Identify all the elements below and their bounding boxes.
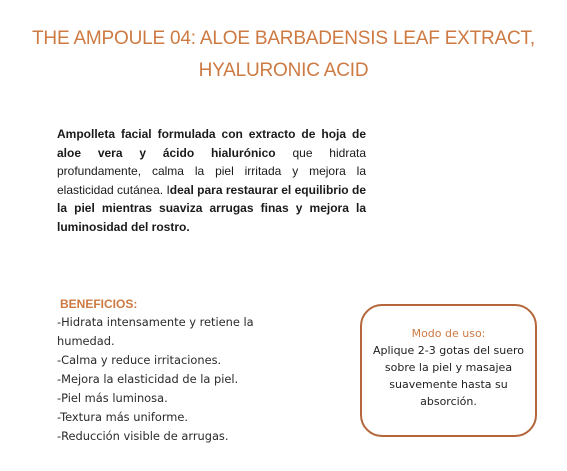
benefit-item: -Textura más uniforme.: [57, 410, 189, 424]
product-title-line-2: HYALURONIC ACID: [198, 60, 369, 81]
benefit-item: -Reducción visible de arrugas.: [57, 429, 229, 443]
usage-heading: Modo de uso:: [411, 327, 486, 340]
description-regular-text: que hidrata profundamente, calma la piel irritada y mejora la elasticidad cutánea. I: [57, 145, 366, 197]
usage-instructions-box: [360, 304, 537, 437]
description-bold-intro: Ampolleta facial formulada con extracto de hoja de aloe vera y ácido hialurónico: [57, 127, 366, 160]
benefits-list: [57, 313, 287, 446]
description-bold-closing: deal para restaurar el equilibrio de la piel mientras suaviza arrugas finas y mejora la luminosidad del rostro.: [57, 182, 366, 234]
usage-text: Aplique 2-3 gotas del suero sobre la piel y masajea suavemente hasta su absorción.: [372, 344, 525, 408]
product-title-line-1: THE AMPOULE 04: ALOE BARBADENSIS LEAF EXTRACT,: [32, 28, 535, 49]
benefit-item: -Piel más luminosa.: [57, 391, 168, 405]
product-description: [57, 125, 366, 237]
benefit-item: -Calma y reduce irritaciones.: [57, 353, 222, 367]
benefit-item: -Mejora la elasticidad de la piel.: [57, 372, 239, 386]
benefits-heading: BENEFICIOS:: [60, 297, 138, 311]
benefit-item: -Hidrata intensamente y retiene la humedad.: [57, 315, 254, 348]
